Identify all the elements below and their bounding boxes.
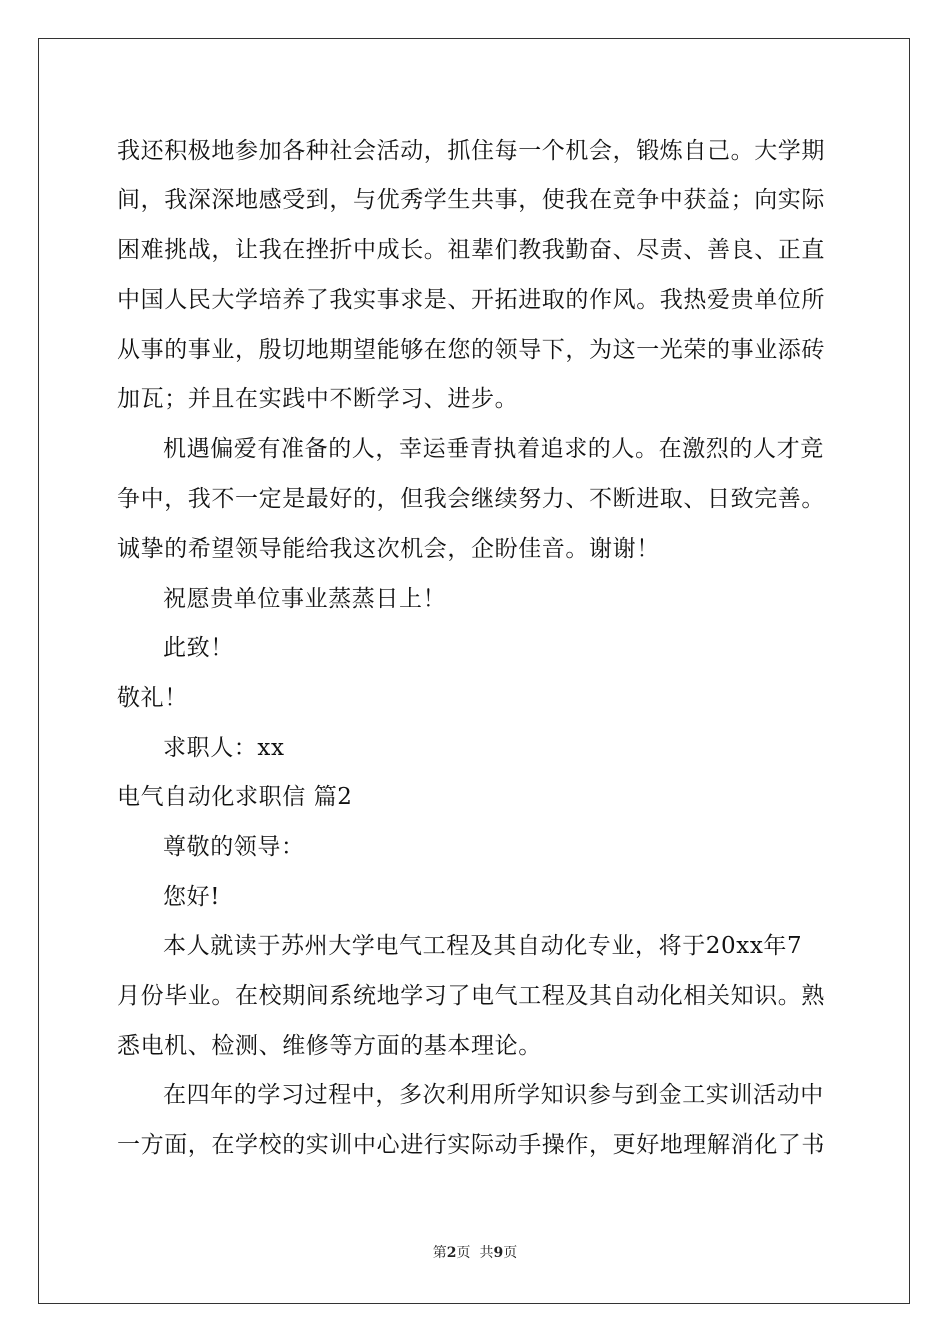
paragraph-line: 争中，我不一定是最好的，但我会继续努力、不断进取、日致完善。 xyxy=(117,486,825,512)
paragraph-line: 我还积极地参加各种社会活动，抓住每一个机会，锻炼自己。大学期 xyxy=(117,138,825,164)
letter-hello: 您好! xyxy=(163,884,221,910)
paragraph-line: 机遇偏爱有准备的人，幸运垂青执着追求的人。在激烈的人才竞 xyxy=(163,436,824,462)
paragraph-line: 中国人民大学培养了我实事求是、开拓进取的作风。我热爱贵单位所 xyxy=(117,287,825,313)
closing-salutation: 此致！ xyxy=(163,635,234,661)
letter-greeting: 尊敬的领导： xyxy=(163,834,305,860)
footer-page-current: 2 xyxy=(446,1245,457,1261)
page-footer xyxy=(0,1244,950,1262)
paragraph-line: 在四年的学习过程中，多次利用所学知识参与到金工实训活动中 xyxy=(163,1082,824,1108)
closing-respect: 敬礼！ xyxy=(117,685,188,711)
paragraph-line: 一方面，在学校的实训中心进行实际动手操作，更好地理解消化了书 xyxy=(117,1132,825,1158)
paragraph-line: 间，我深深地感受到，与优秀学生共事，使我在竞争中获益；向实际 xyxy=(117,187,825,213)
paragraph-line: 困难挑战，让我在挫折中成长。祖辈们教我勤奋、尽责、善良、正直 xyxy=(117,237,825,263)
signature-line: 求职人：xx xyxy=(163,735,285,761)
paragraph-line: 月份毕业。在校期间系统地学习了电气工程及其自动化相关知识。熟 xyxy=(117,983,825,1009)
closing-wish: 祝愿贵单位事业蒸蒸日上！ xyxy=(163,586,447,612)
section-heading: 电气自动化求职信 篇2 xyxy=(117,784,353,810)
footer-page-suffix: 页 xyxy=(503,1245,518,1261)
paragraph-line: 诚挚的希望领导能给我这次机会，企盼佳音。谢谢！ xyxy=(117,536,660,562)
paragraph-line: 本人就读于苏州大学电气工程及其自动化专业，将于20xx年7 xyxy=(163,933,803,959)
page-border xyxy=(38,38,910,1304)
paragraph-line: 加瓦；并且在实践中不断学习、进步。 xyxy=(117,386,519,412)
paragraph-line: 从事的事业，殷切地期望能够在您的领导下，为这一光荣的事业添砖 xyxy=(117,337,825,363)
paragraph-line: 悉电机、检测、维修等方面的基本理论。 xyxy=(117,1033,542,1059)
footer-page-prefix: 第 xyxy=(432,1245,447,1261)
footer-page-mid: 页 共 xyxy=(456,1245,494,1261)
footer-page-total: 9 xyxy=(493,1245,504,1261)
